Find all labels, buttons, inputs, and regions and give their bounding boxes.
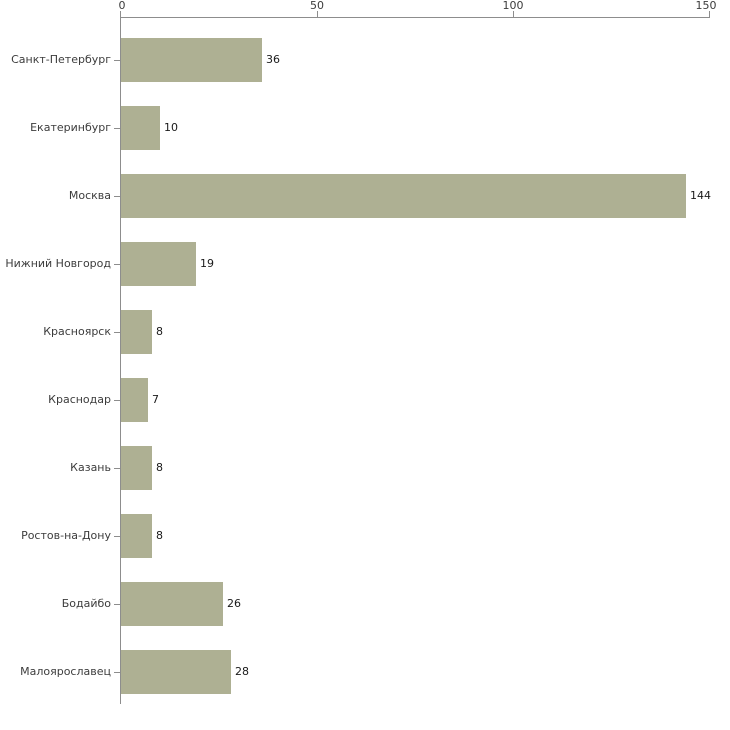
y-tick-mark: [114, 332, 120, 333]
y-tick-mark: [114, 60, 120, 61]
bar-value-label: 144: [690, 189, 711, 202]
bar-value-label: 28: [235, 665, 249, 678]
y-tick-mark: [114, 672, 120, 673]
y-tick-label: Екатеринбург: [30, 121, 111, 134]
bar: [121, 378, 148, 422]
bar-value-label: 8: [156, 325, 163, 338]
bar-value-label: 7: [152, 393, 159, 406]
y-tick-label: Малоярославец: [20, 665, 111, 678]
y-tick-mark: [114, 604, 120, 605]
x-axis-line: [120, 17, 710, 18]
y-tick-mark: [114, 196, 120, 197]
bar: [121, 310, 152, 354]
y-tick-label: Краснодар: [48, 393, 111, 406]
y-tick-mark: [114, 536, 120, 537]
bar-value-label: 8: [156, 461, 163, 474]
bar-value-label: 8: [156, 529, 163, 542]
y-tick-mark: [114, 264, 120, 265]
bar: [121, 446, 152, 490]
bar: [121, 514, 152, 558]
x-tick-label: 100: [502, 0, 524, 12]
y-tick-mark: [114, 400, 120, 401]
y-tick-label: Нижний Новгород: [5, 257, 111, 270]
y-tick-label: Санкт-Петербург: [11, 53, 111, 66]
y-tick-label: Красноярск: [43, 325, 111, 338]
y-tick-label: Ростов-на-Дону: [21, 529, 111, 542]
bar: [121, 106, 160, 150]
y-tick-mark: [114, 468, 120, 469]
bar: [121, 38, 262, 82]
y-tick-label: Бодайбо: [61, 597, 111, 610]
x-tick-label: 150: [695, 0, 717, 12]
bar-value-label: 19: [200, 257, 214, 270]
bar: [121, 582, 223, 626]
x-tick-label: 50: [310, 0, 324, 12]
bar: [121, 174, 686, 218]
bar-value-label: 10: [164, 121, 178, 134]
bar-value-label: 26: [227, 597, 241, 610]
y-tick-label: Москва: [68, 189, 111, 202]
x-tick-label: 0: [118, 0, 126, 12]
bar: [121, 650, 231, 694]
y-tick-label: Казань: [70, 461, 111, 474]
bar: [121, 242, 196, 286]
y-tick-mark: [114, 128, 120, 129]
bar-value-label: 36: [266, 53, 280, 66]
